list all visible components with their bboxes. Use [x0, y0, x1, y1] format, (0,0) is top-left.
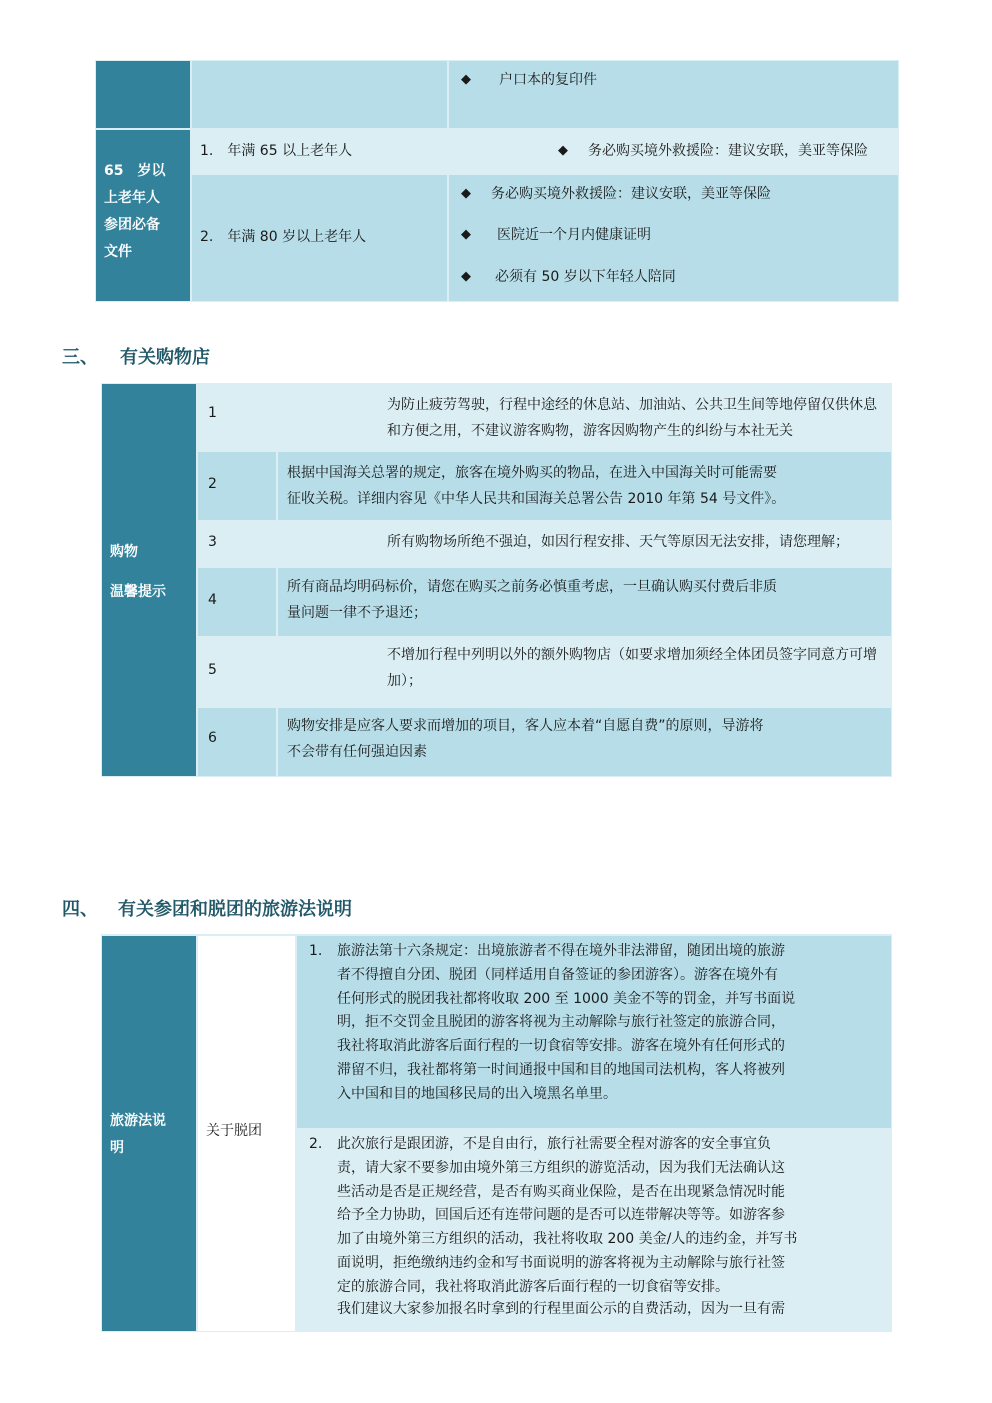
table1-top-label-cell — [96, 61, 190, 128]
condition-text: 2. 年满 80 岁以上老年人 — [200, 229, 367, 245]
row-number: 1 — [208, 405, 217, 421]
shopping-row — [198, 522, 891, 566]
bullet-text: 务必购买境外救援险：建议安联，美亚等保险 — [588, 143, 868, 159]
shopping-label-line: 购物 — [110, 544, 138, 560]
elderly-row-65 — [192, 130, 898, 173]
row-text-line: 所有购物场所绝不强迫，如因行程安排、天气等原因无法安排，请您理解； — [387, 534, 849, 550]
bullet-item — [461, 69, 597, 89]
section4-title: 有关参团和脱团的旅游法说明 — [118, 899, 352, 920]
item-line: 任何形式的脱团我社都将收取 200 至 1000 美金不等的罚金，并写书面说 — [337, 990, 796, 1007]
row-text-line: 不增加行程中列明以外的额外购物店（如要求增加须经全体团员签字同意方可增 — [387, 647, 877, 663]
item-line: 入中国和目的地国移民局的出入境黑名单里。 — [337, 1085, 617, 1102]
table1-top-condition-cell — [192, 61, 447, 128]
shopping-row-number-cell — [198, 568, 276, 636]
diamond-bullet-icon: ◆ — [558, 142, 568, 158]
item-line: 定的旅游合同，我社将取消此游客后面行程的一切食宿等安排。 — [337, 1278, 729, 1295]
travel-law-sublabel: 关于脱团 — [206, 1123, 262, 1139]
travel-law-sublabel-cell — [198, 936, 295, 1331]
row-number: 3 — [208, 534, 217, 550]
shopping-label-line: 温馨提示 — [110, 584, 166, 600]
item-line: 给予全力协助，回国后还有连带问题的是否可以连带解决等等。如游客参 — [337, 1207, 785, 1224]
shopping-row-number-cell — [198, 452, 276, 520]
shopping-row — [198, 638, 891, 706]
item-line: 我们建议大家参加报名时拿到的行程里面公示的自费活动，因为一旦有需 — [337, 1300, 785, 1317]
item-line: 我社将取消此游客后面行程的一切食宿等安排。游客在境外有任何形式的 — [337, 1038, 785, 1055]
row-text-line: 量问题一律不予退还； — [287, 605, 427, 621]
condition-text: 1. 年满 65 以上老年人 — [200, 143, 353, 159]
section4-number: 四、 — [62, 899, 98, 920]
shopping-row — [198, 384, 891, 450]
shopping-table — [101, 383, 892, 777]
row-text-line: 所有商品均明码标价，请您在购买之前务必慎重考虑，一旦确认购买付费后非质 — [287, 579, 777, 595]
section3-title: 有关购物店 — [120, 347, 210, 368]
item-line: 面说明，拒绝缴纳违约金和写书面说明的游客将视为主动解除与旅行社签 — [337, 1254, 785, 1271]
item-line: 旅游法第十六条规定：出境旅游者不得在境外非法滞留，随团出境的旅游 — [337, 943, 785, 959]
row-text-line: 根据中国海关总署的规定，旅客在境外购买的物品，在进入中国海关时可能需要 — [287, 465, 777, 481]
table1-top-items-cell — [449, 61, 898, 128]
bullet-text: 必须有 50 岁以下年轻人陪同 — [495, 269, 676, 285]
shopping-label-cell — [102, 384, 196, 776]
bullet-item — [461, 183, 771, 203]
row-text-line: 不会带有任何强迫因素 — [287, 744, 427, 760]
travel-law-item — [297, 1130, 891, 1331]
item-text — [337, 940, 883, 1107]
elderly-label-line: 上老年人 — [104, 190, 160, 206]
item-line: 些活动是否是正规经营，是否有购买商业保险，是否在出现紧急情况时能 — [337, 1183, 785, 1200]
elderly-row-80-condition — [192, 175, 447, 301]
row-text-line: 购物安排是应客人要求而增加的项目，客人应本着“自愿自费”的原则，导游将 — [287, 718, 764, 734]
travel-law-label-line: 旅游法说 — [110, 1113, 166, 1129]
bullet-text: 户口本的复印件 — [499, 72, 597, 88]
travel-law-label-line: 明 — [110, 1140, 124, 1156]
row-text-line: 为防止疲劳驾驶，行程中途经的休息站、加油站、公共卫生间等地停留仅供休息 — [387, 397, 877, 413]
travel-law-table — [101, 934, 892, 1332]
item-line: 加了由境外第三方组织的活动，我社将收取 200 美金/人的违约金，并写书 — [337, 1231, 798, 1248]
elderly-label-line: 65 岁以 — [104, 163, 166, 179]
item-text — [337, 1133, 891, 1318]
section3-heading — [62, 343, 210, 369]
bullet-text: 务必购买境外救援险：建议安联，美亚等保险 — [491, 186, 771, 202]
bullet-item — [558, 140, 868, 160]
shopping-row — [278, 568, 891, 636]
row-text-line: 加）； — [387, 673, 422, 689]
section3-number: 三、 — [62, 347, 98, 368]
shopping-row-number-cell — [198, 708, 276, 776]
row-text-line: 和方便之用，不建议游客购物，游客因购物产生的纠纷与本社无关 — [387, 423, 793, 439]
elderly-row-80-items — [449, 175, 898, 301]
row-number: 2 — [208, 476, 217, 492]
shopping-row — [278, 708, 891, 776]
item-line: 者不得擅自分团、脱团（同样适用自备签证的参团游客）。游客在境外有 — [337, 966, 778, 983]
section4-heading — [62, 895, 352, 921]
diamond-bullet-icon: ◆ — [461, 71, 471, 87]
elderly-docs-table — [95, 60, 899, 302]
elderly-label-line: 文件 — [104, 244, 132, 260]
diamond-bullet-icon: ◆ — [461, 268, 471, 284]
item-number: 1. — [309, 943, 323, 959]
shopping-row — [278, 452, 891, 520]
travel-law-label-cell — [102, 936, 196, 1331]
item-number: 2. — [309, 1136, 323, 1152]
item-line: 明，拒不交罚金且脱团的游客将视为主动解除与旅行社签定的旅游合同， — [337, 1014, 785, 1031]
travel-law-item — [297, 936, 891, 1128]
row-number: 6 — [208, 730, 217, 746]
diamond-bullet-icon: ◆ — [461, 226, 471, 242]
elderly-label-cell — [96, 130, 190, 301]
bullet-text: 医院近一个月内健康证明 — [497, 227, 651, 243]
item-line: 责，请大家不要参加由境外第三方组织的游览活动，因为我们无法确认这 — [337, 1159, 785, 1176]
item-line: 此次旅行是跟团游，不是自由行，旅行社需要全程对游客的安全事宜负 — [337, 1136, 771, 1152]
diamond-bullet-icon: ◆ — [461, 185, 471, 201]
bullet-item — [461, 224, 651, 244]
item-line: 滞留不归，我社都将第一时间通报中国和目的地国司法机构，客人将被列 — [337, 1061, 785, 1078]
elderly-label-line: 参团必备 — [104, 217, 160, 233]
row-text-line: 征收关税。详细内容见《中华人民共和国海关总署公告 2010 年第 54 号文件》。 — [287, 491, 786, 507]
bullet-item — [461, 266, 676, 286]
row-number: 5 — [208, 662, 217, 678]
row-number: 4 — [208, 592, 217, 608]
